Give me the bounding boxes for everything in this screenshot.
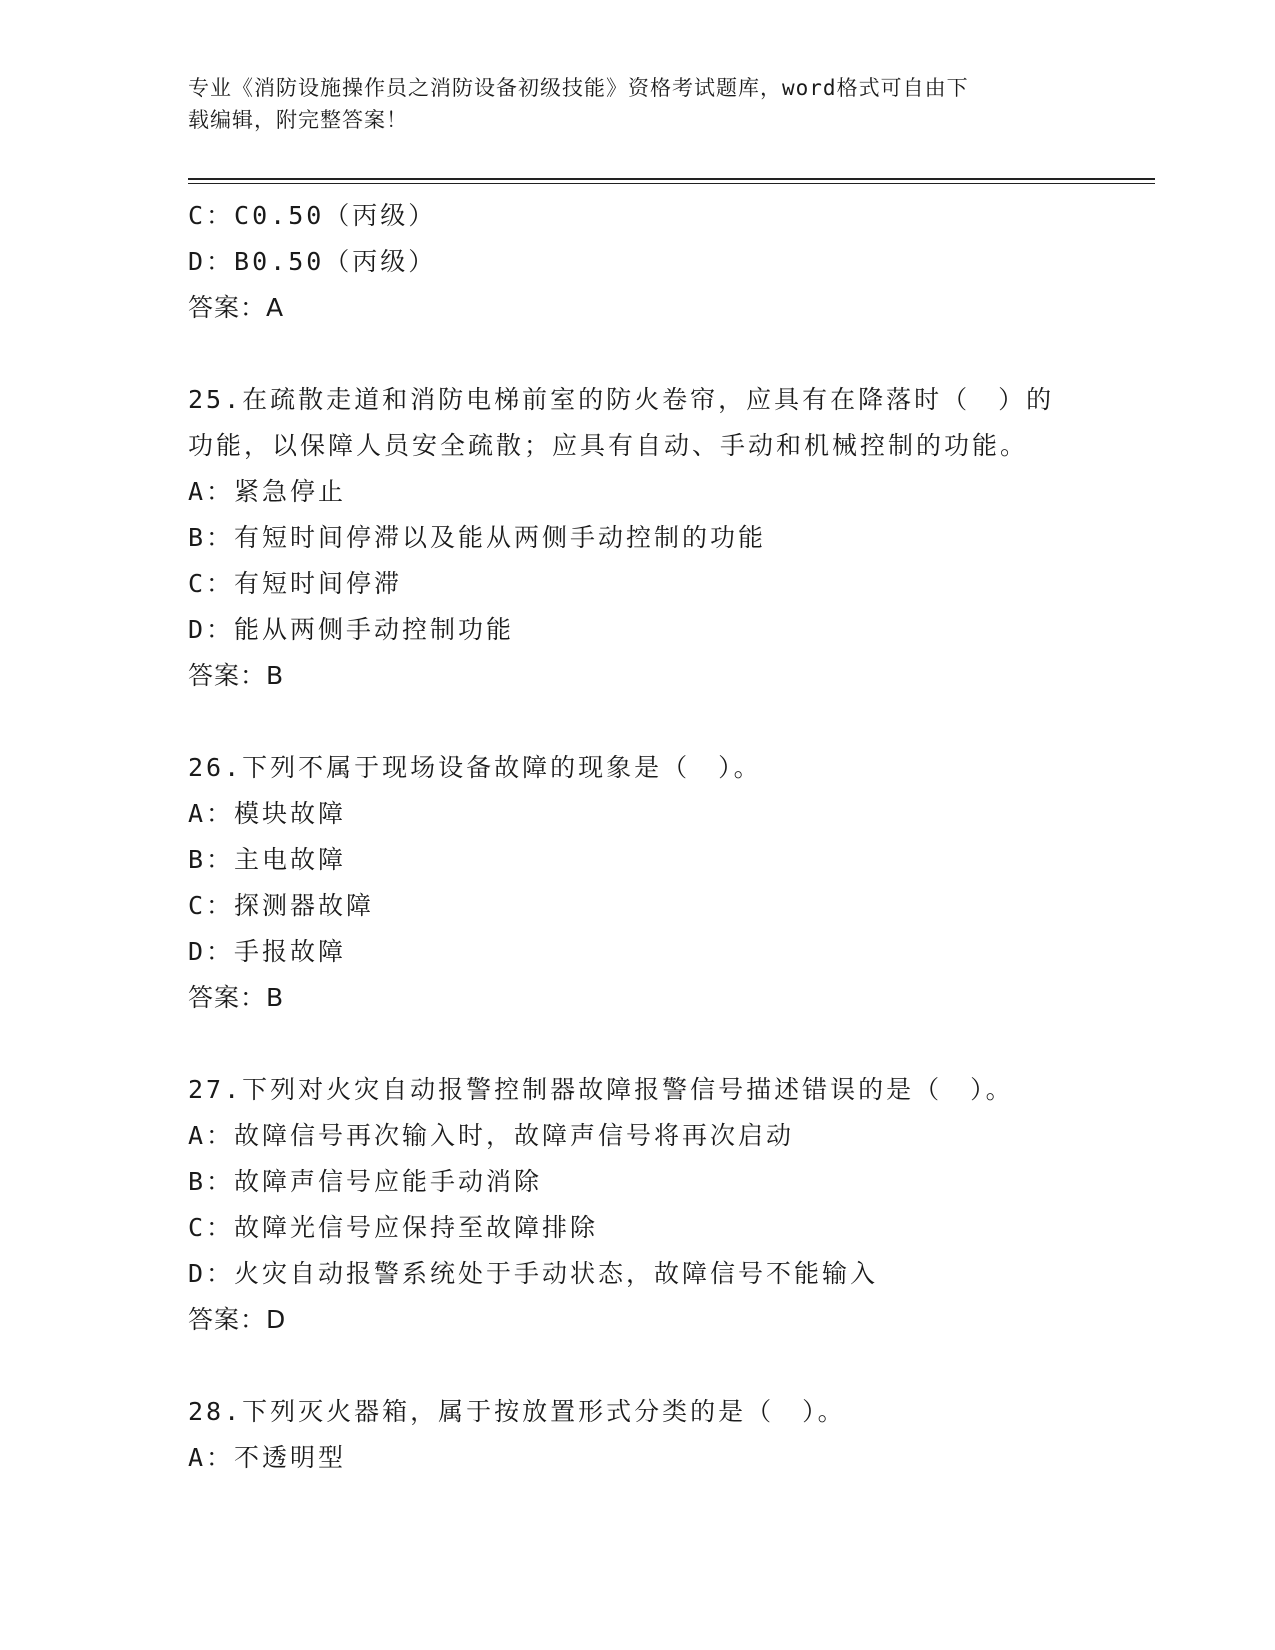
question-26 <box>188 745 1148 1021</box>
option-b: B：主电故障 <box>188 845 347 874</box>
option-c: C：故障光信号应保持至故障排除 <box>188 1213 599 1242</box>
option-a: A：紧急停止 <box>188 477 347 506</box>
spacer <box>188 1343 1148 1389</box>
option-b: B：有短时间停滞以及能从两侧手动控制的功能 <box>188 523 767 552</box>
question-stem: 28.下列灭火器箱，属于按放置形式分类的是（ ）。 <box>188 1397 846 1426</box>
option-c: C：C0.50（丙级） <box>188 201 437 230</box>
header-divider-thick <box>188 178 1155 180</box>
option-a: A：模块故障 <box>188 799 347 828</box>
option-d: D：能从两侧手动控制功能 <box>188 615 515 644</box>
question-stem: 26.下列不属于现场设备故障的现象是（ ）。 <box>188 753 762 782</box>
option-a: A：故障信号再次输入时，故障声信号将再次启动 <box>188 1121 795 1150</box>
answer-line: 答案：B <box>188 983 285 1012</box>
question-stem-continued: 功能，以保障人员安全疏散；应具有自动、手动和机械控制的功能。 <box>188 431 1029 460</box>
header-divider-thin <box>188 183 1155 184</box>
question-stem: 27.下列对火灾自动报警控制器故障报警信号描述错误的是（ ）。 <box>188 1075 1014 1104</box>
question-27 <box>188 1067 1148 1343</box>
spacer <box>188 1021 1148 1067</box>
option-b: B：故障声信号应能手动消除 <box>188 1167 543 1196</box>
question-24-tail <box>188 193 1148 331</box>
question-28 <box>188 1389 1148 1481</box>
answer-line: 答案：D <box>188 1305 287 1334</box>
option-c: C：探测器故障 <box>188 891 375 920</box>
header-line-2: 载编辑，附完整答案！ <box>188 108 408 132</box>
option-c: C：有短时间停滞 <box>188 569 403 598</box>
question-list <box>188 193 1148 1481</box>
question-stem: 25.在疏散走道和消防电梯前室的防火卷帘，应具有在降落时（ ）的 <box>188 385 1055 414</box>
option-d: D：B0.50（丙级） <box>188 247 437 276</box>
option-d: D：火灾自动报警系统处于手动状态，故障信号不能输入 <box>188 1259 879 1288</box>
answer-line: 答案：A <box>188 293 285 322</box>
question-25 <box>188 377 1148 699</box>
answer-line: 答案：B <box>188 661 285 690</box>
spacer <box>188 331 1148 377</box>
header-line-1: 专业《消防设施操作员之消防设备初级技能》资格考试题库，word格式可自由下 <box>188 76 969 100</box>
option-a: A：不透明型 <box>188 1443 347 1472</box>
option-d: D：手报故障 <box>188 937 347 966</box>
document-header <box>188 72 1088 136</box>
spacer <box>188 699 1148 745</box>
